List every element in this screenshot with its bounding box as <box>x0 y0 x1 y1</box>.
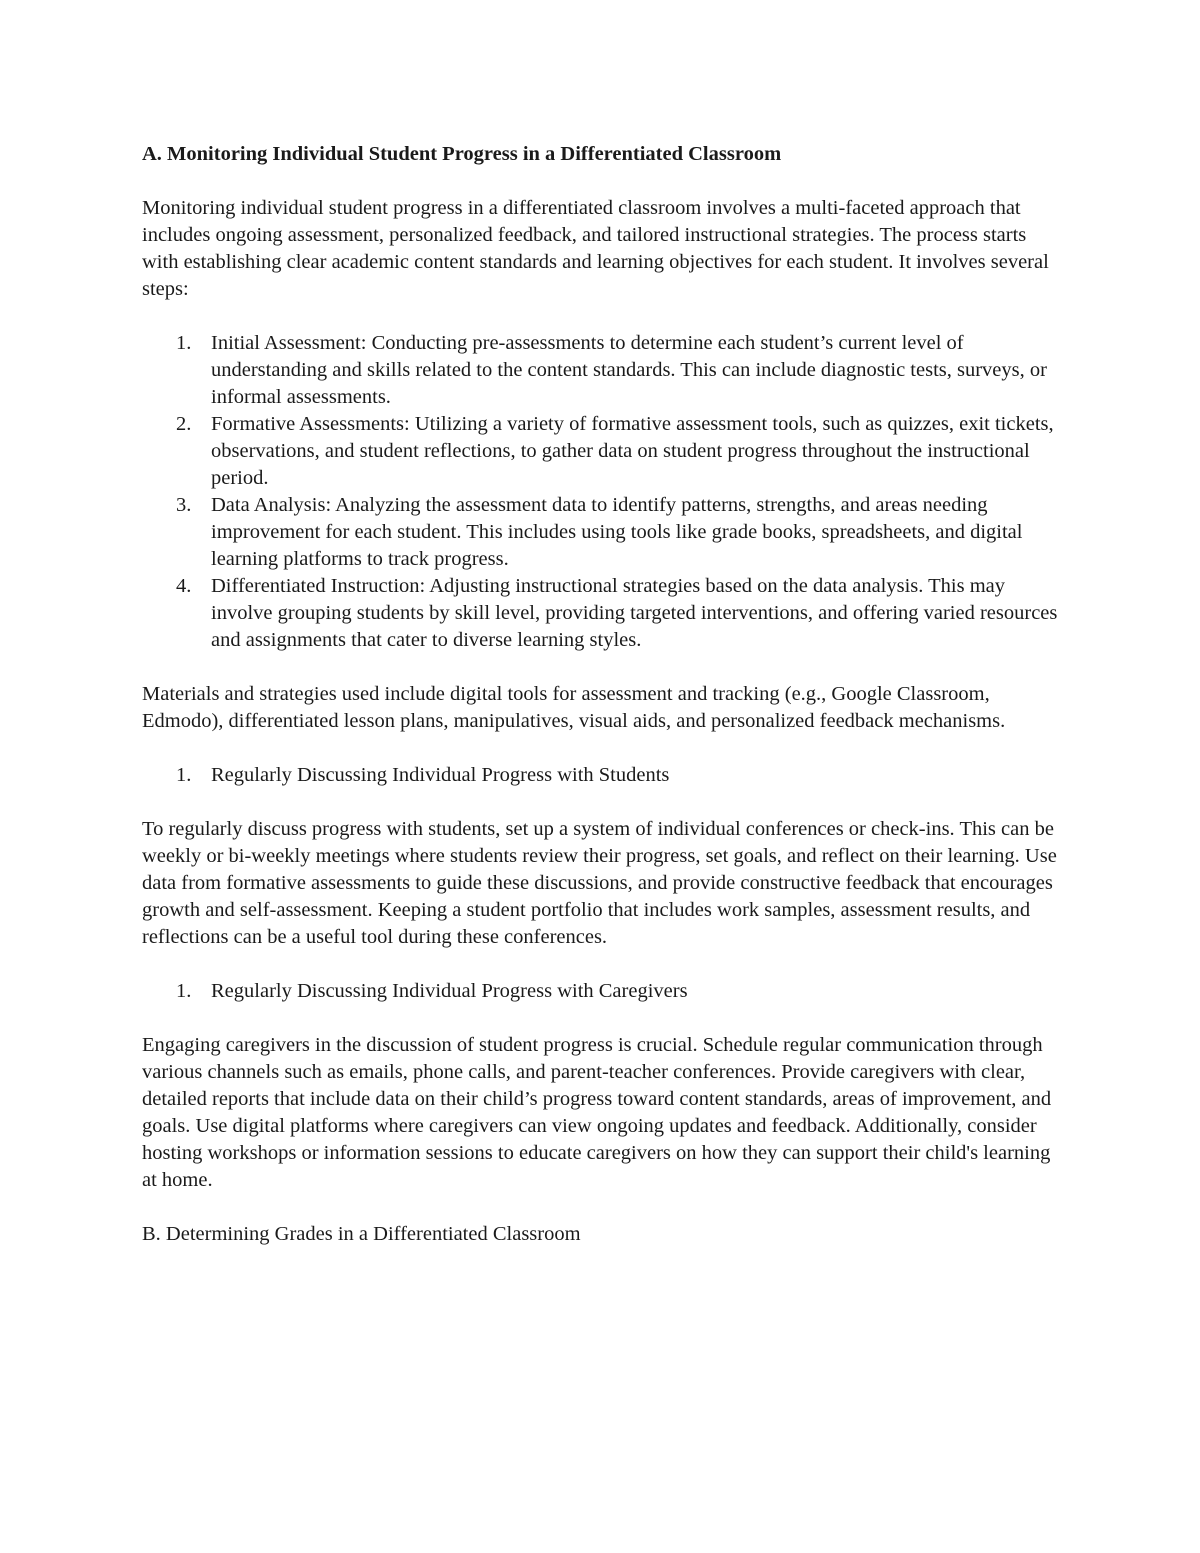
students-subheading <box>142 762 1058 789</box>
steps-list <box>142 330 1058 654</box>
students-subheading-text: Regularly Discussing Individual Progress with Students <box>211 764 670 786</box>
list-number: 3. <box>176 494 192 516</box>
intro-paragraph: Monitoring individual student progress in a differentiated classroom involves a multi-faceted approach that includes ongoing assessment, personalized feedback, and tailored instructional strategies. The process starts with establishing clear academic content standards and learning objectives for each student. It involves several steps: <box>142 197 1049 300</box>
list-item-text: Formative Assessments: Utilizing a variety of formative assessment tools, such as quizzes, exit tickets, observations, and student reflections, to gather data on student progress throughout the instructional period. <box>211 413 1054 489</box>
materials-paragraph: Materials and strategies used include digital tools for assessment and tracking (e.g., Google Classroom, Edmodo), differentiated lesson plans, manipulatives, visual aids, and personalized feedback mechanisms. <box>142 683 1006 732</box>
students-subheading-list <box>142 762 1058 789</box>
list-item <box>142 492 1058 573</box>
list-item <box>142 411 1058 492</box>
list-item <box>142 330 1058 411</box>
list-item-text: Data Analysis: Analyzing the assessment data to identify patterns, strengths, and areas needing improvement for each student. This includes using tools like grade books, spreadsheets, and digital learning platforms to track progress. <box>211 494 1023 570</box>
caregivers-subheading-text: Regularly Discussing Individual Progress with Caregivers <box>211 980 688 1002</box>
caregivers-subheading <box>142 978 1058 1005</box>
list-number: 2. <box>176 413 192 435</box>
list-item-text: Differentiated Instruction: Adjusting instructional strategies based on the data analysis. This may involve grouping students by skill level, providing targeted interventions, and offering varied resources and assignments that cater to diverse learning styles. <box>211 575 1058 651</box>
list-number: 1. <box>176 764 192 786</box>
caregivers-subheading-list <box>142 978 1058 1005</box>
section-a-heading: A. Monitoring Individual Student Progress in a Differentiated Classroom <box>142 143 782 165</box>
caregivers-paragraph: Engaging caregivers in the discussion of student progress is crucial. Schedule regular communication through various channels such as emails, phone calls, and parent-teacher conferences. Provide caregivers with clear, detailed reports that include data on their child’s progress toward content standards, areas of improvement, and goals. Use digital platforms where caregivers can view ongoing updates and feedback. Additionally, consider hosting workshops or information sessions to educate caregivers on how they can support their child's learning at home. <box>142 1034 1052 1191</box>
list-number: 1. <box>176 332 192 354</box>
section-b-heading: B. Determining Grades in a Differentiated Classroom <box>142 1223 581 1245</box>
students-paragraph: To regularly discuss progress with students, set up a system of individual conferences or check-ins. This can be weekly or bi-weekly meetings where students review their progress, set goals, and reflect on their learning. Use data from formative assessments to guide these discussions, and provide constructive feedback that encourages growth and self-assessment. Keeping a student portfolio that includes work samples, assessment results, and reflections can be a useful tool during these conferences. <box>142 818 1057 948</box>
document-page <box>142 141 1058 1248</box>
list-number: 4. <box>176 575 192 597</box>
list-item-text: Initial Assessment: Conducting pre-assessments to determine each student’s current level of understanding and skills related to the content standards. This can include diagnostic tests, surveys, or informal assessments. <box>211 332 1047 408</box>
list-number: 1. <box>176 980 192 1002</box>
list-item <box>142 573 1058 654</box>
